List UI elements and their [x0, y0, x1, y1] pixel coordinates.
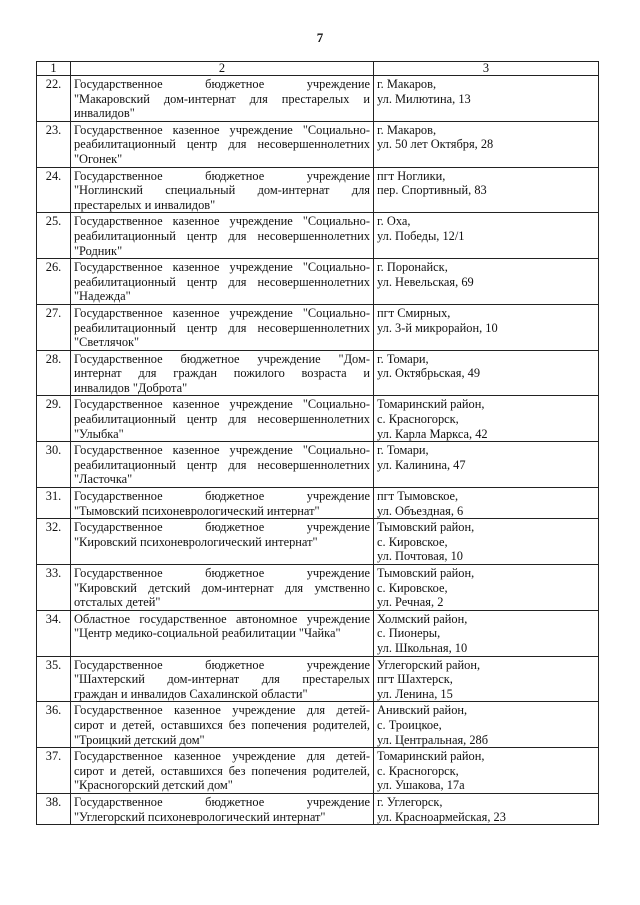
- institution-address: [374, 167, 599, 213]
- row-number: 33.: [37, 565, 71, 611]
- row-number: 27.: [37, 304, 71, 350]
- address-line: г. Томари,: [377, 443, 429, 458]
- table-row: [37, 793, 599, 824]
- institution-name: [71, 442, 374, 488]
- institution-name-line: Государственное казенное учреждение для детей-: [74, 749, 370, 764]
- institution-name-line: Государственное казенное учреждение "Социально-: [74, 397, 370, 412]
- address-line: ул. Школьная, 10: [377, 640, 468, 655]
- address-line: пер. Спортивный, 83: [377, 183, 487, 198]
- institution-name: [71, 565, 374, 611]
- row-number: 23.: [37, 121, 71, 167]
- address-line: Анивский район,: [377, 703, 468, 718]
- table-row: [37, 121, 599, 167]
- institution-name-line: реабилитационный центр для несовершеннолетних: [74, 137, 370, 152]
- institution-name-line: реабилитационный центр для несовершеннолетних: [74, 320, 370, 335]
- address-line: Углегорский район,: [377, 657, 481, 672]
- institution-name-line: престарелых и инвалидов": [74, 197, 216, 212]
- row-number: 38.: [37, 793, 71, 824]
- address-line: ул. Почтовая, 10: [377, 549, 464, 564]
- address-line: пгт Тымовское,: [377, 489, 459, 504]
- address-line: ул. Ленина, 15: [377, 686, 453, 701]
- address-line: Томаринский район,: [377, 749, 485, 764]
- address-line: ул. Речная, 2: [377, 595, 444, 610]
- address-line: пгт Смирных,: [377, 305, 451, 320]
- institution-address: [374, 213, 599, 259]
- address-line: ул. 50 лет Октября, 28: [377, 137, 494, 152]
- institution-address: [374, 121, 599, 167]
- address-line: г. Макаров,: [377, 77, 437, 91]
- institution-name: [71, 519, 374, 565]
- address-line: Холмский район,: [377, 611, 468, 626]
- row-number: 35.: [37, 656, 71, 702]
- address-line: с. Красногорск,: [377, 763, 459, 778]
- institution-name: [71, 167, 374, 213]
- institution-name-line: Государственное бюджетное учреждение: [74, 520, 370, 535]
- institution-name-line: Государственное бюджетное учреждение: [74, 77, 370, 91]
- table-row: [37, 519, 599, 565]
- institution-name-line: Государственное казенное учреждение "Социально-: [74, 122, 370, 137]
- address-line: ул. 3-й микрорайон, 10: [377, 320, 498, 335]
- row-number: 37.: [37, 748, 71, 794]
- institution-name-line: "Ласточка": [74, 472, 133, 487]
- address-line: Томаринский район,: [377, 397, 485, 412]
- table-row: [37, 748, 599, 794]
- institution-address: [374, 76, 599, 122]
- address-line: с. Кировское,: [377, 534, 448, 549]
- institution-name-line: "Ноглинский специальный дом-интернат для: [74, 183, 370, 198]
- institution-name-line: Государственное бюджетное учреждение: [74, 566, 370, 580]
- address-line: ул. Победы, 12/1: [377, 228, 465, 243]
- institution-name-line: "Макаровский дом-интернат для престарелых и: [74, 91, 370, 106]
- institution-name-line: Государственное бюджетное учреждение "Дом-: [74, 351, 370, 366]
- table-row: [37, 213, 599, 259]
- address-line: ул. Красноармейская, 23: [377, 809, 506, 824]
- institution-name: [71, 488, 374, 519]
- institutions-table: [36, 61, 599, 825]
- address-line: пгт Шахтерск,: [377, 672, 453, 687]
- address-line: ул. Центральная, 28б: [377, 732, 489, 747]
- table-row: [37, 442, 599, 488]
- institution-name-line: отсталых детей": [74, 595, 161, 610]
- address-line: ул. Милютина, 13: [377, 91, 471, 106]
- address-line: ул. Октябрьская, 49: [377, 366, 481, 381]
- page-number: 7: [316, 30, 324, 45]
- row-number: 24.: [37, 167, 71, 213]
- institution-name: [71, 793, 374, 824]
- institution-name-line: "Светлячок": [74, 335, 140, 350]
- row-number: 28.: [37, 350, 71, 396]
- institution-name-line: "Кировский детский дом-интернат для умственно: [74, 580, 370, 595]
- institution-name-line: сирот и детей, оставшихся без попечения родителей,: [74, 763, 370, 778]
- institution-name-line: реабилитационный центр для несовершеннолетних: [74, 457, 370, 472]
- institution-address: [374, 488, 599, 519]
- table-row: [37, 488, 599, 519]
- institution-name-line: Государственное бюджетное учреждение: [74, 657, 370, 672]
- address-line: ул. Ушакова, 17а: [377, 778, 465, 793]
- institution-name: [71, 304, 374, 350]
- institution-name-line: "Надежда": [74, 289, 131, 304]
- institution-address: [374, 350, 599, 396]
- institution-address: [374, 442, 599, 488]
- institution-address: [374, 519, 599, 565]
- institution-name: [71, 702, 374, 748]
- address-line: г. Углегорск,: [377, 794, 443, 809]
- address-line: ул. Невельская, 69: [377, 274, 474, 289]
- institution-address: [374, 259, 599, 305]
- institution-name-line: интернат для граждан пожилого возраста и: [74, 366, 370, 381]
- address-line: ул. Объездная, 6: [377, 503, 464, 518]
- row-number: 22.: [37, 76, 71, 122]
- table-body: [37, 76, 599, 825]
- address-line: г. Оха,: [377, 214, 411, 229]
- institution-name-line: Государственное казенное учреждение "Социально-: [74, 305, 370, 320]
- address-line: г. Макаров,: [377, 122, 437, 137]
- institution-name-line: инвалидов "Доброта": [74, 380, 188, 395]
- address-line: ул. Карла Маркса, 42: [377, 426, 488, 441]
- institution-name-line: реабилитационный центр для несовершеннолетних: [74, 228, 370, 243]
- institution-address: [374, 656, 599, 702]
- institution-name-line: "Шахтерский дом-интернат для престарелых: [74, 672, 370, 687]
- institution-name: [71, 748, 374, 794]
- institution-name-line: "Кировский психоневрологический интернат": [74, 534, 318, 549]
- institution-name: [71, 121, 374, 167]
- institution-name: [71, 350, 374, 396]
- institution-name-line: Государственное бюджетное учреждение: [74, 168, 370, 183]
- institution-name-line: реабилитационный центр для несовершеннолетних: [74, 274, 370, 289]
- row-number: 30.: [37, 442, 71, 488]
- institution-name-line: Государственное бюджетное учреждение: [74, 489, 370, 504]
- table-row: [37, 565, 599, 611]
- table-row: [37, 396, 599, 442]
- address-line: ул. Калинина, 47: [377, 457, 466, 472]
- address-line: пгт Ноглики,: [377, 168, 446, 183]
- institution-name-line: граждан и инвалидов Сахалинской области": [74, 686, 308, 701]
- row-number: 32.: [37, 519, 71, 565]
- table-row: [37, 610, 599, 656]
- column-header-name: 2: [71, 62, 374, 76]
- institution-name-line: реабилитационный центр для несовершеннолетних: [74, 412, 370, 427]
- row-number: 34.: [37, 610, 71, 656]
- institution-name-line: Государственное казенное учреждение "Социально-: [74, 214, 370, 229]
- table-row: [37, 304, 599, 350]
- address-line: с. Троицкое,: [377, 717, 442, 732]
- table-row: [37, 350, 599, 396]
- institution-name-line: Государственное казенное учреждение "Социально-: [74, 260, 370, 275]
- institution-name: [71, 213, 374, 259]
- institution-name-line: инвалидов": [74, 106, 135, 121]
- institution-name-line: "Троицкий детский дом": [74, 732, 205, 747]
- address-line: Тымовский район,: [377, 520, 475, 535]
- institution-name-line: Государственное казенное учреждение "Социально-: [74, 443, 370, 458]
- institution-name-line: Государственное казенное учреждение для детей-: [74, 703, 370, 718]
- institution-name: [71, 259, 374, 305]
- table-row: [37, 656, 599, 702]
- table-row: [37, 259, 599, 305]
- institution-address: [374, 702, 599, 748]
- table-row: [37, 167, 599, 213]
- address-line: г. Поронайск,: [377, 260, 448, 275]
- address-line: с. Пионеры,: [377, 626, 441, 641]
- institution-name-line: сирот и детей, оставшихся без попечения родителей,: [74, 717, 370, 732]
- institution-name-line: "Улыбка": [74, 426, 124, 441]
- institution-name-line: "Родник": [74, 243, 123, 258]
- institution-address: [374, 793, 599, 824]
- institution-name-line: "Центр медико-социальной реабилитации "Чайка": [74, 626, 341, 641]
- column-header-number: 1: [37, 62, 71, 76]
- address-line: с. Красногорск,: [377, 412, 459, 427]
- institution-name-line: Областное государственное автономное учреждение: [74, 611, 370, 626]
- column-header-address: 3: [374, 62, 599, 76]
- institution-address: [374, 396, 599, 442]
- institution-name-line: "Углегорский психоневрологический интернат": [74, 809, 326, 824]
- institution-address: [374, 565, 599, 611]
- institution-name: [71, 610, 374, 656]
- address-line: с. Кировское,: [377, 580, 448, 595]
- institution-name: [71, 76, 374, 122]
- institution-address: [374, 610, 599, 656]
- institution-name: [71, 396, 374, 442]
- institution-name: [71, 656, 374, 702]
- institution-name-line: "Тымовский психоневрологический интернат": [74, 503, 320, 518]
- table-row: [37, 76, 599, 122]
- institution-address: [374, 748, 599, 794]
- row-number: 31.: [37, 488, 71, 519]
- address-line: г. Томари,: [377, 351, 429, 366]
- table-header-row: [37, 62, 599, 76]
- row-number: 36.: [37, 702, 71, 748]
- table-row: [37, 702, 599, 748]
- row-number: 26.: [37, 259, 71, 305]
- institution-address: [374, 304, 599, 350]
- row-number: 29.: [37, 396, 71, 442]
- institution-name-line: Государственное бюджетное учреждение: [74, 794, 370, 809]
- institution-name-line: "Красногорский детский дом": [74, 778, 233, 793]
- institution-name-line: "Огонек": [74, 151, 123, 166]
- address-line: Тымовский район,: [377, 566, 475, 580]
- row-number: 25.: [37, 213, 71, 259]
